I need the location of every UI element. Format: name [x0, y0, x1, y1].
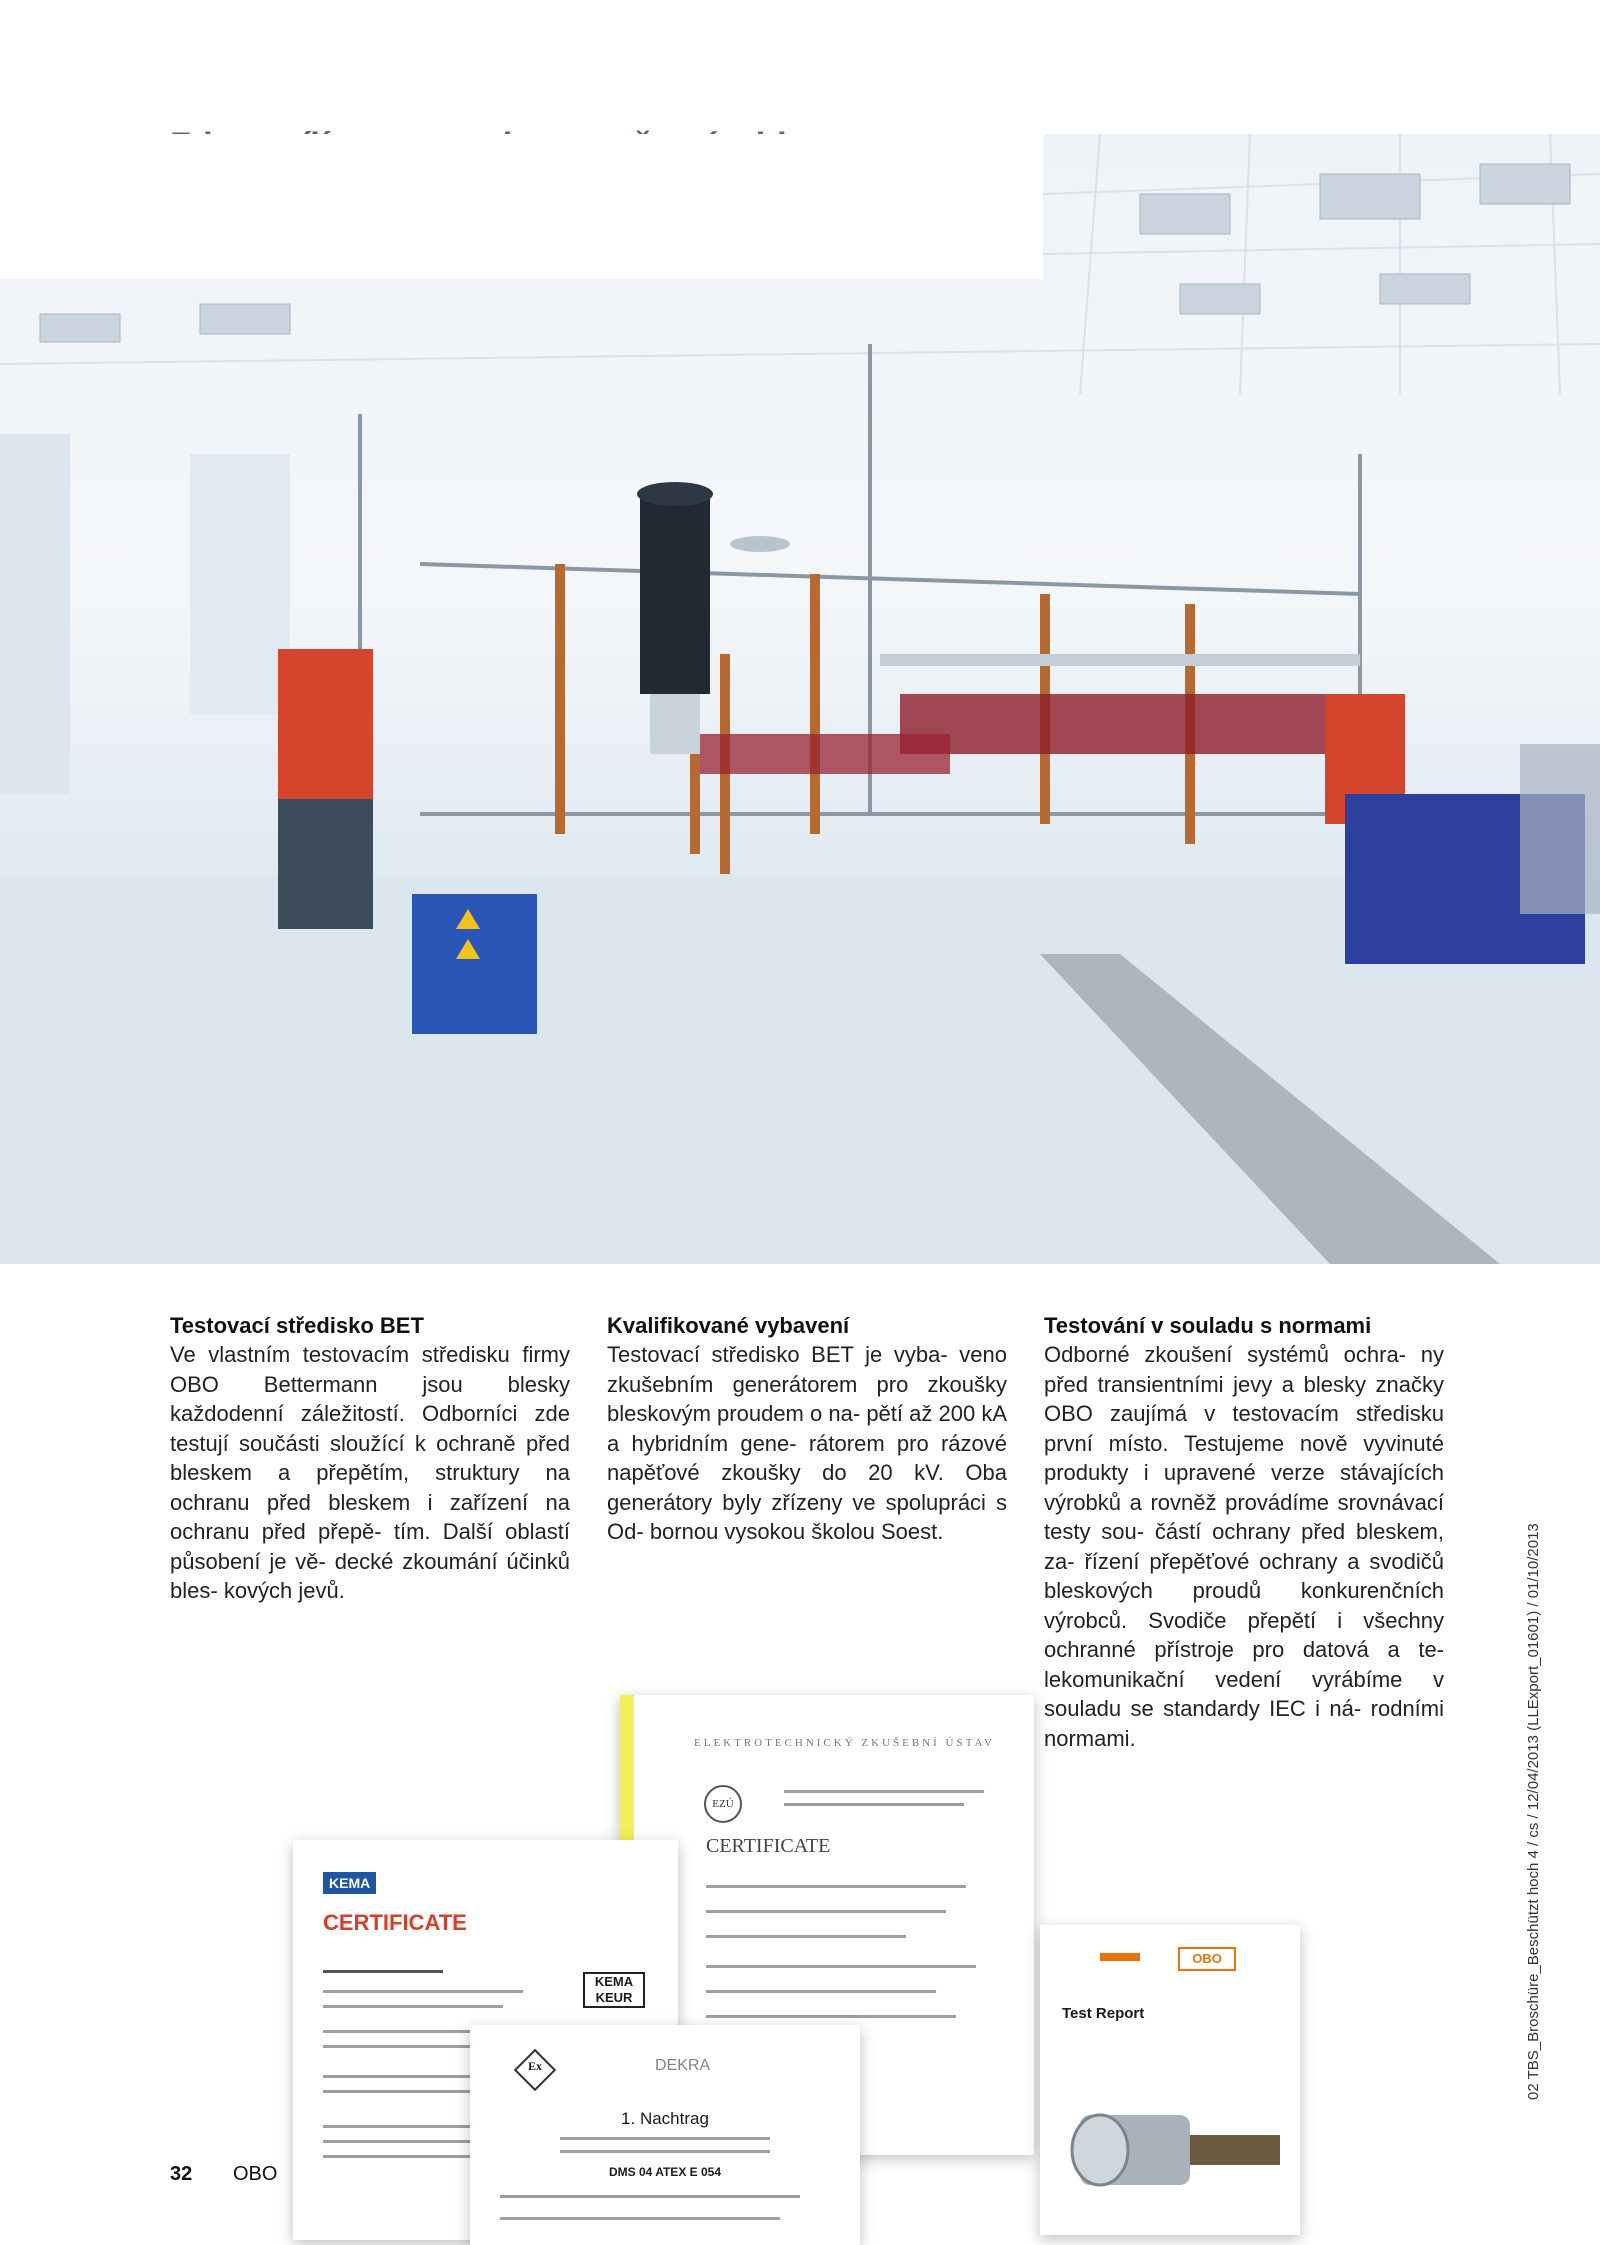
text-placeholder: [784, 1790, 984, 1793]
text-line: každodenní záležitostí. Odborníci: [170, 1401, 518, 1426]
text-line: decké zkoumání účinků bles-: [170, 1548, 571, 1603]
column-bet-text: [170, 1340, 570, 1606]
kema-mark-top: KEMA: [594, 1974, 634, 1989]
text-placeholder: [706, 1935, 906, 1938]
text-line: pětí až 200 kA a hybridním gene-: [607, 1401, 1008, 1456]
text-placeholder: [323, 2090, 493, 2093]
kema-keur-mark: [583, 1972, 645, 2008]
test-report: [1040, 1925, 1300, 2235]
dekra-title: 1. Nachtrag: [621, 2109, 709, 2128]
text-placeholder: [706, 2015, 956, 2018]
text-placeholder: [500, 2195, 800, 2198]
column-standards-title: Testování v souladu s normami: [1044, 1313, 1372, 1338]
ex-label: Ex: [527, 2059, 542, 2073]
text-line: Odborné zkoušení systémů ochra-: [1044, 1342, 1407, 1367]
text-line: řízení přepěťové ochrany a svodičů: [1084, 1548, 1444, 1574]
text-line: Testovací středisko BET je vyba-: [607, 1342, 948, 1367]
text-line: nově vyvinuté produkty i upravené: [1044, 1430, 1444, 1485]
text-line: bornou vysokou školou Soest.: [649, 1519, 944, 1544]
text-line: zkoušky do 20 kV. Oba generátory: [607, 1460, 1007, 1515]
column-equipment-text: [607, 1340, 1007, 1547]
report-title: Test Report: [1062, 2005, 1145, 2022]
text-line: byly zřízeny ve spolupráci s Od-: [607, 1489, 1007, 1544]
text-placeholder: [323, 2005, 503, 2008]
kema-certificate-title: CERTIFICATE: [323, 1910, 467, 1935]
text-line: verze stávajících výrobků a rovněž: [1044, 1460, 1444, 1515]
text-line: struktury na ochranu před bleskem: [170, 1460, 570, 1515]
text-placeholder: [706, 1965, 976, 1968]
ezu-logo: EZÚ: [704, 1785, 742, 1823]
text-placeholder: [706, 1885, 966, 1888]
surge-protector-image: [1040, 2075, 1300, 2225]
text-line: zde testují součásti sloužící k: [170, 1401, 570, 1456]
text-line: ochranné přístroje pro datová a te-: [1044, 1637, 1444, 1662]
text-line: částí ochrany před bleskem, za-: [1044, 1519, 1444, 1574]
text-placeholder: [500, 2217, 780, 2220]
lab-illustration: [0, 134, 1600, 1264]
text-line: výrobců. Svodiče přepětí i všechny: [1044, 1607, 1444, 1633]
text-placeholder: [323, 1970, 443, 1973]
obo-logo: OBO: [1178, 1947, 1236, 1971]
column-equipment-title: Kvalifikované vybavení: [607, 1313, 850, 1338]
text-line: firmy OBO Bettermann jsou blesky: [170, 1342, 570, 1397]
text-placeholder: [323, 1990, 523, 1993]
text-line: značky OBO zaujímá v testovacím: [1044, 1371, 1444, 1426]
kema-mark-bottom: KEUR: [595, 1990, 633, 2005]
footer-brand: OBO: [233, 2163, 278, 2185]
text-placeholder: [706, 1990, 936, 1993]
dekra-logo: DEKRA: [655, 2057, 711, 2074]
text-line: souladu se standardy IEC i ná-: [1044, 1696, 1362, 1721]
text-line: ny před transientními jevy a blesky: [1044, 1342, 1444, 1397]
text-line: i zařízení na ochranu před přepě-: [170, 1489, 570, 1544]
ezu-certificate-title: CERTIFICATE: [706, 1835, 831, 1857]
kema-logo: KEMA: [323, 1872, 376, 1894]
text-line: tím. Další oblastí působení je vě-: [170, 1519, 570, 1574]
text-line: lekomunikační vedení vyrábíme v: [1044, 1666, 1444, 1692]
dekra-code: DMS 04 ATEX E 054: [608, 2165, 722, 2179]
report-stripe: [1100, 1953, 1140, 1961]
lab-photo: [0, 134, 1600, 1264]
column-standards: [1044, 1312, 1444, 1753]
text-line: středisku první místo. Testujeme: [1044, 1401, 1444, 1456]
page-number: 32: [170, 2163, 193, 2185]
text-line: veno zkušebním generátorem pro: [607, 1342, 1007, 1397]
text-line: zkoušky bleskovým proudem o na-: [607, 1371, 1007, 1426]
text-placeholder: [706, 1910, 946, 1913]
text-line: bleskových proudů konkurenčních: [1044, 1578, 1444, 1603]
text-line: Ve vlastním testovacím středisku: [170, 1342, 510, 1367]
text-placeholder: [560, 2150, 770, 2153]
ezu-header: ELEKTROTECHNICKÝ ZKUŠEBNÍ ÚSTAV: [694, 1737, 995, 1749]
text-placeholder: [560, 2137, 770, 2140]
text-placeholder: [784, 1803, 964, 1806]
text-line: rodními normami.: [1044, 1696, 1444, 1751]
dekra-certificate: [470, 2025, 860, 2245]
text-line: rátorem pro rázové napěťové: [607, 1430, 1007, 1485]
column-equipment: [607, 1312, 1007, 1547]
text-line: provádíme srovnávací testy sou-: [1044, 1489, 1444, 1544]
column-bet: [170, 1312, 570, 1606]
side-note: 02 TBS_Broschüre_Beschützt hoch 4 / cs / 12/04/2013 (LLExport_01601) / 01/10/2013: [1525, 1523, 1542, 2100]
column-bet-title: Testovací středisko BET: [170, 1313, 424, 1338]
column-standards-text: [1044, 1340, 1444, 1753]
title-area-mask: [0, 134, 1043, 279]
text-line: kových jevů.: [223, 1578, 345, 1603]
text-line: ochraně před bleskem a přepětím,: [170, 1430, 570, 1485]
